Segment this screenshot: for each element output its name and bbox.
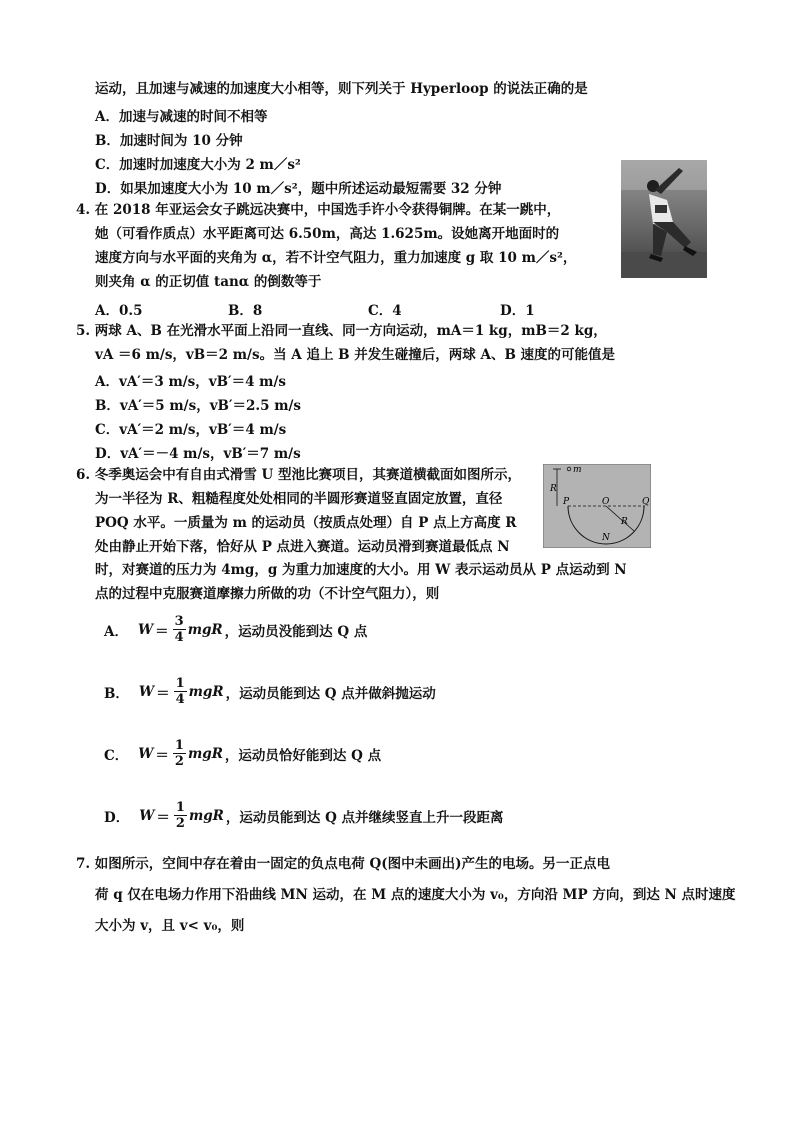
long-jumper-photo: [621, 160, 707, 278]
diagram-label-r-radius: R: [621, 517, 628, 527]
fraction: $\frac{1}{2}$: [175, 800, 185, 831]
fraction: $\frac{3}{4}$: [174, 614, 184, 645]
q3-option-b: B．加速时间为 10 分钟: [95, 133, 243, 149]
q3-option-d: D．如果加速度大小为 10 m／s²，题中所述运动最短需要 32 分钟: [95, 181, 502, 197]
q5-line-2: vA ＝6 m/s，vB＝2 m/s。当 A 追上 B 并发生碰撞后，两球 A、B 速度的可能值是: [95, 347, 616, 363]
q7-line-3: 大小为 v，且 v< v₀，则: [95, 918, 245, 934]
q6-option-d: D． W ＝ $\frac{1}{2}$ mgR ，运动员能到达 Q 点并继续竖直上升一段距离: [104, 800, 504, 831]
fraction: $\frac{1}{4}$: [175, 676, 185, 707]
q6-line-6: 点的过程中克服赛道摩擦力所做的功（不计空气阻力），则: [95, 586, 440, 602]
q6-line-2: 为一半径为 R、粗糙程度处处相同的半圆形赛道竖直固定放置，直径: [95, 491, 503, 507]
q3-option-c: C．加速时加速度大小为 2 m／s²: [95, 157, 301, 173]
q4-line-2: 她（可看作质点）水平距离可达 6.50m，高达 1.625m。设她离开地面时的: [95, 226, 560, 242]
q3-stem-end: 运动，且加速与减速的加速度大小相等，则下列关于 Hyperloop 的说法正确的是: [95, 81, 588, 97]
q4-line-4: 则夹角 α 的正切值 tanα 的倒数等于: [95, 274, 322, 290]
fraction: $\frac{1}{2}$: [174, 738, 184, 769]
q5-option-a: A．vA′＝3 m/s，vB′＝4 m/s: [95, 374, 286, 390]
q5-line-1: 5. 两球 A、B 在光滑水平面上沿同一直线、同一方向运动，mA＝1 kg，mB＝2 kg，: [76, 323, 607, 339]
diagram-label-m: m: [573, 465, 582, 475]
q6-line-4: 处由静止开始下落，恰好从 P 点进入赛道。运动员滑到赛道最低点 N: [95, 539, 510, 555]
q7-line-2: 荷 q 仅在电场力作用下沿曲线 MN 运动，在 M 点的速度大小为 v₀，方向沿 MP 方向，到达 N 点时速度: [95, 887, 736, 903]
diagram-label-o: O: [602, 497, 610, 507]
u-pipe-diagram: [543, 464, 651, 548]
q3-option-a: A．加速与减速的时间不相等: [95, 109, 268, 125]
q4-line-1: 4. 在 2018 年亚运会女子跳远决赛中，中国选手许小令获得铜牌。在某一跳中，: [76, 202, 561, 218]
q4-option-a: A．0.5: [95, 303, 143, 319]
q4-option-d: D．1: [500, 303, 535, 319]
q6-line-3: POQ 水平。一质量为 m 的运动员（按质点处理）自 P 点上方高度 R: [95, 515, 517, 531]
q5-option-b: B．vA′＝5 m/s，vB′＝2.5 m/s: [95, 398, 302, 414]
q4-option-c: C．4: [368, 303, 402, 319]
q6-line-5: 时，对赛道的压力为 4mg，g 为重力加速度的大小。用 W 表示运动员从 P 点运动到 N: [95, 562, 627, 578]
diagram-label-r-vertical: R: [550, 484, 557, 494]
q4-option-b: B．8: [228, 303, 263, 319]
q5-option-d: D．vA′＝－4 m/s，vB′＝7 m/s: [95, 446, 301, 462]
q6-option-c: C． W ＝ $\frac{1}{2}$ mgR ，运动员恰好能到达 Q 点: [104, 738, 382, 769]
diagram-label-p: P: [563, 497, 570, 507]
q4-line-3: 速度方向与水平面的夹角为 α，若不计空气阻力，重力加速度 g 取 10 m／s²，: [95, 250, 577, 266]
diagram-label-n: N: [602, 533, 610, 543]
q6-option-b: B． W ＝ $\frac{1}{4}$ mgR ，运动员能到达 Q 点并做斜抛运动: [104, 676, 436, 707]
q7-line-1: 7. 如图所示，空间中存在着由一固定的负点电荷 Q(图中未画出)产生的电场。另一正点电: [76, 856, 611, 872]
diagram-label-q: Q: [642, 497, 650, 507]
q6-line-1: 6. 冬季奥运会中有自由式滑雪 U 型池比赛项目，其赛道横截面如图所示，: [76, 467, 521, 483]
q5-option-c: C．vA′＝2 m/s，vB′＝4 m/s: [95, 422, 287, 438]
q6-option-a: A． W ＝ $\frac{3}{4}$ mgR ，运动员没能到达 Q 点: [104, 614, 368, 645]
